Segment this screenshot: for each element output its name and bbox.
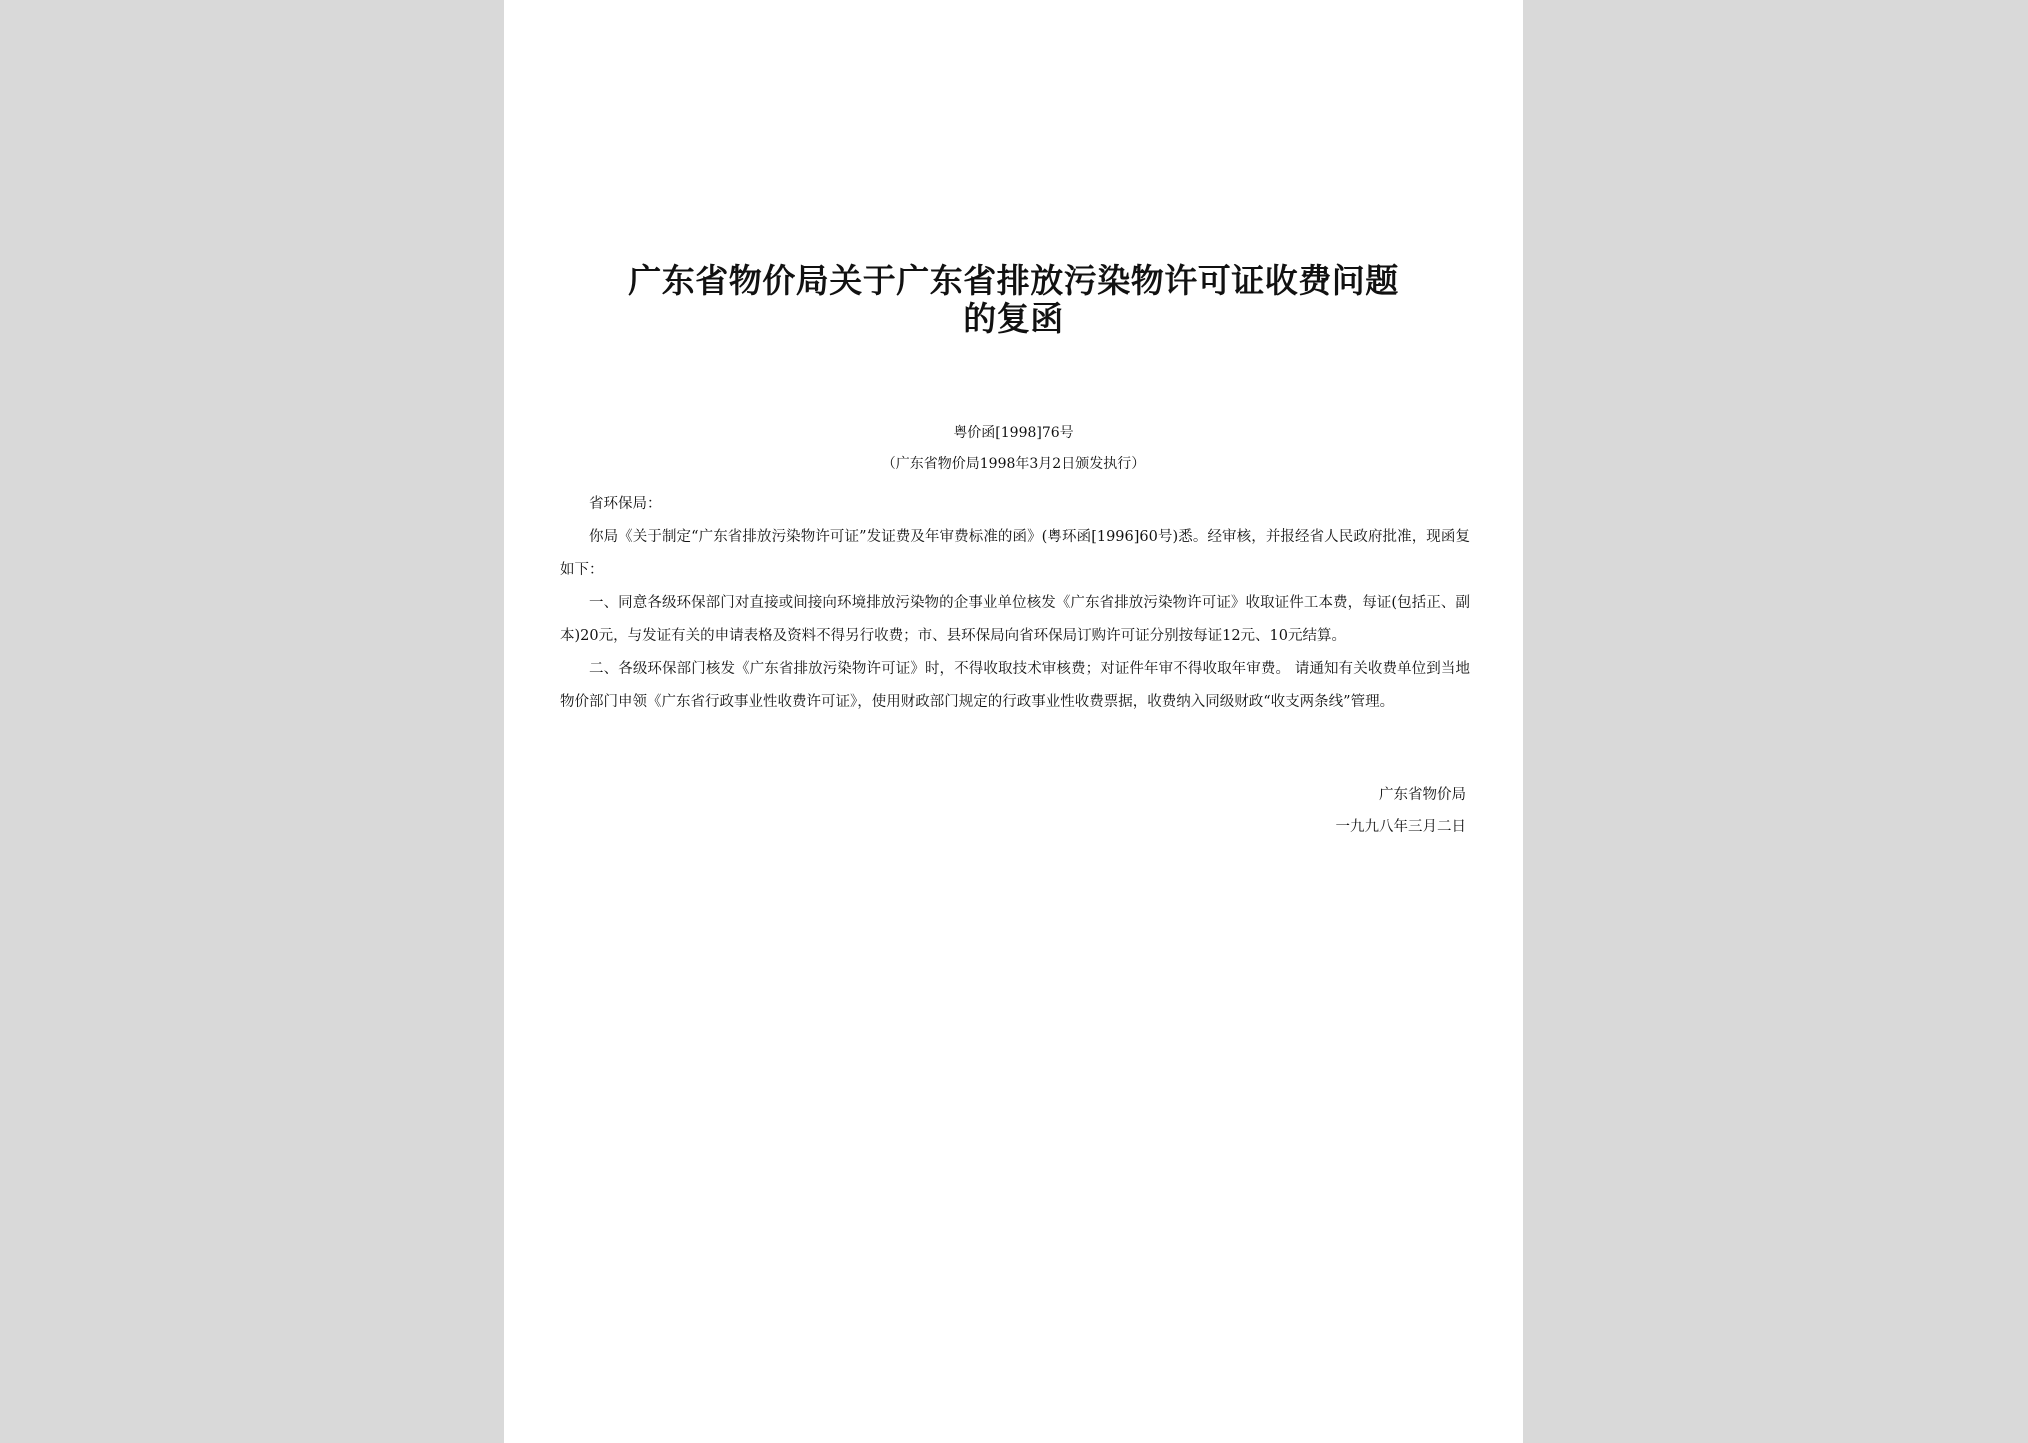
document-number: 粤价函[1998]76号	[953, 425, 1074, 441]
paragraph-intro: 你局《关于制定“广东省排放污染物许可证”发证费及年审费标准的函》(粤环函[1996]60号)悉。经审核，并报经省人民政府批准，现函复如下：	[560, 529, 1470, 578]
paragraph-item-1: 一、同意各级环保部门对直接或间接向环境排放污染物的企事业单位核发《广东省排放污染物许可证》收取证件工本费，每证(包括正、副本)20元，与发证有关的申请表格及资料不得另行收费；市、县环保局向省环保局订购许可证分别按每证12元、10元结算。	[560, 595, 1470, 644]
salutation: 省环保局：	[589, 496, 662, 512]
signature-date: 一九九八年三月二日	[1335, 819, 1466, 835]
signature-organization: 广东省物价局	[1379, 787, 1466, 803]
title-line-2: 的复函	[963, 299, 1064, 338]
document-page	[504, 0, 1523, 1443]
title-line-1: 广东省物价局关于广东省排放污染物许可证收费问题	[628, 261, 1399, 300]
issued-note: （广东省物价局1998年3月2日颁发执行）	[881, 456, 1146, 472]
document-body	[560, 488, 1470, 719]
paragraph-item-2: 二、各级环保部门核发《广东省排放污染物许可证》时，不得收取技术审核费；对证件年审不得收取年审费。 请通知有关收费单位到当地物价部门申领《广东省行政事业性收费许可证》，使用财政部门规定的行政事业性收费票据，收费纳入同级财政“收支两条线”管理。	[560, 661, 1470, 710]
page-title	[560, 262, 1467, 338]
